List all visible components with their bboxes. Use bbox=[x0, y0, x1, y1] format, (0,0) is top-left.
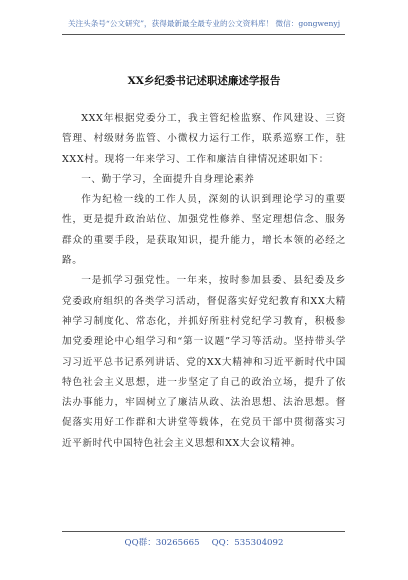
intro-paragraph: XXX年根据党委分工，我主管纪检监察、作风建设、三资管理、村级财务监管、小微权力运行工作，联系巡察工作，驻XXX村。现将一年来学习、工作和廉洁自律情况述职如下： bbox=[62, 113, 346, 165]
footer-contact bbox=[0, 536, 408, 548]
party-spirit-paragraph: 一是抓学习强党性。一年来，按时参加县委、县纪委及乡党委政府组织的各类学习活动，督促落实好党纪教育和XX大精神学习制度化、常态化，并抓好所驻村党纪学习教育，积极参加党委理论中心组学习和“第一议题”学习等活动。坚持带头学习习近平总书记系列讲话、党的XX大精神和习近平新时代中国特色社会主义思想，进一步坚定了自己的政治立场，提升了依法办事能力，牢固树立了廉洁从政、法治思想、法治思想。督促落实用好工作群和大讲堂等载体，在党员干部中贯彻落实习近平新时代中国特色社会主义思想和XX大会议精神。 bbox=[62, 275, 346, 449]
section-heading-study: 一、勤于学习，全面提升自身理论素养 bbox=[81, 173, 255, 185]
footer-qq-number: QQ：535304092 bbox=[211, 538, 284, 548]
document-body bbox=[62, 109, 346, 454]
header-divider bbox=[62, 34, 345, 35]
header-promo-note: 关注头条号“公文研究”，获得最新最全最专业的公文资料库！ 微信：gongwenyj bbox=[67, 19, 341, 28]
study-paragraph: 作为纪检一线的工作人员，深刻的认识到理论学习的重要性，更是提升政治站位、加强党性修养、坚定理想信念、服务群众的重要手段，是获取知识，提升能力，增长本领的必经之路。 bbox=[62, 194, 346, 267]
footer-qq-group: QQ群：30265665 bbox=[124, 538, 200, 548]
footer-divider bbox=[62, 531, 345, 532]
document-title: XX乡纪委书记述职述廉述学报告 bbox=[127, 75, 281, 87]
